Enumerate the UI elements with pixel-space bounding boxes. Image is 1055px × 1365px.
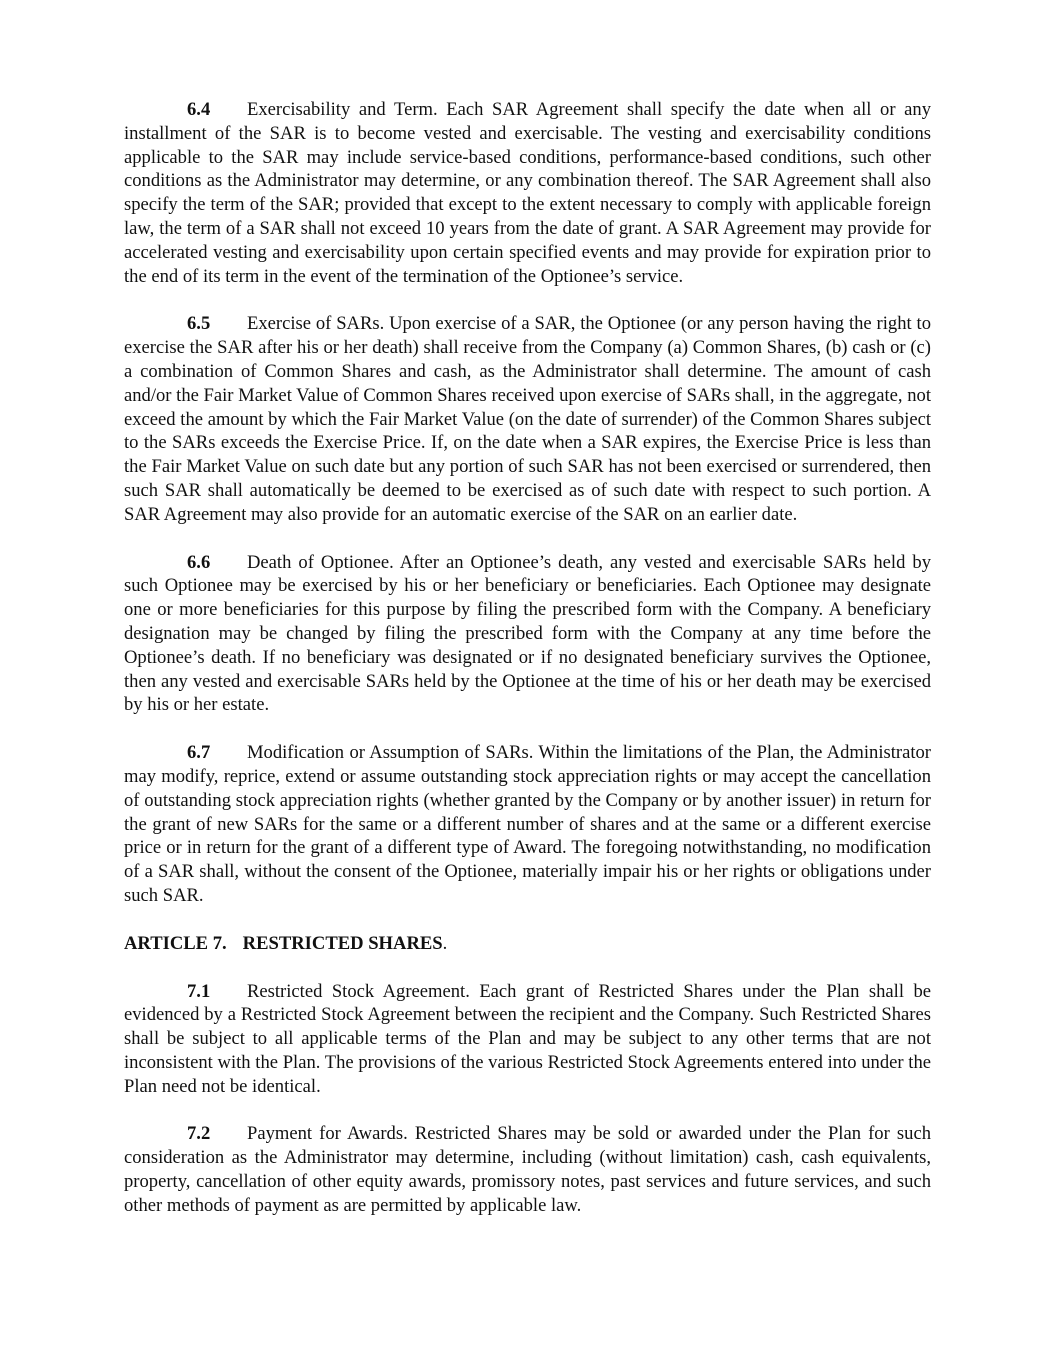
article-label: ARTICLE 7. xyxy=(124,932,227,954)
section-6-5 xyxy=(124,312,931,526)
article-title: RESTRICTED SHARES xyxy=(242,932,443,954)
article-punct: . xyxy=(442,932,448,954)
section-number: 6.4 xyxy=(187,99,211,120)
section-text: Exercise of SARs. Upon exercise of a SAR, the Optionee (or any person having the right to exercise the SAR after his or her death) shall receive from the Company (a) Common Shares, (b) cash or (c) a combination of Common Shares and cash, as the Administrator shall determine. The amount of cash and/or the Fair Market Value of Common Shares received upon exercise of SARs shall, in the aggregate, not exceed the amount by which the Fair Market Value (on the date of surrender) of the Common Shares subject to the SARs exceeds the Exercise Price. If, on the date when a SAR expires, the Exercise Price is less than the Fair Market Value on such date but any portion of such SAR has not been exercised or surrendered, then such SAR shall automatically be deemed to be exercised as of such date with respect to such portion. A SAR Agreement may also provide for an automatic exercise of the SAR on an earlier date. xyxy=(124,313,931,525)
section-6-7 xyxy=(124,741,931,908)
section-6-6 xyxy=(124,551,931,718)
section-text: Exercisability and Term. Each SAR Agreement shall specify the date when all or any installment of the SAR is to become vested and exercisable. The vesting and exercisability conditions applicable to the SAR may include service-based conditions, performance-based conditions, such other conditions as the Administrator may determine, or any combination thereof. The SAR Agreement shall also specify the term of the SAR; provided that except to the extent necessary to comply with applicable foreign law, the term of a SAR shall not exceed 10 years from the date of grant. A SAR Agreement may provide for accelerated vesting and exercisability upon certain specified events and may provide for expiration prior to the end of its term in the event of the termination of the Optionee’s service. xyxy=(124,99,931,287)
document-page xyxy=(124,98,931,1242)
section-text: Payment for Awards. Restricted Shares may be sold or awarded under the Plan for such consideration as the Administrator may determine, including (without limitation) cash, cash equivalents, property, cancellation of other equity awards, promissory notes, past services and future services, and such other methods of payment as are permitted by applicable law. xyxy=(124,1123,931,1216)
section-number: 6.5 xyxy=(187,313,211,335)
section-number: 7.1 xyxy=(187,980,211,1002)
section-text: Modification or Assumption of SARs. Within the limitations of the Plan, the Administrator may modify, reprice, extend or assume outstanding stock appreciation rights or may accept the cancellation of outstanding stock appreciation rights (whether granted by the Company or by another issuer) in return for the grant of new SARs for the same or a different number of shares and at the same or a different exercise price or in return for the grant of a different type of Award. The foregoing notwithstanding, no modification of a SAR shall, without the consent of the Optionee, materially impair his or her rights or obligations under such SAR. xyxy=(124,742,931,906)
section-7-2 xyxy=(124,1122,931,1217)
section-7-1 xyxy=(124,980,931,1099)
section-number: 6.6 xyxy=(187,551,211,573)
section-text: Death of Optionee. After an Optionee’s death, any vested and exercisable SARs held by such Optionee may be exercised by his or her beneficiary or beneficiaries. Each Optionee may designate one or more beneficiaries for this purpose by filing the prescribed form with the Company. A beneficiary designation may be changed by filing the prescribed form with the Company at any time before the Optionee’s death. If no beneficiary was designated or if no designated beneficiary survives the Optionee, then any vested and exercisable SARs held by the Optionee at the time of his or her death may be exercised by his or her estate. xyxy=(124,551,931,716)
section-text: Restricted Stock Agreement. Each grant of Restricted Shares under the Plan shall be evidenced by a Restricted Stock Agreement between the recipient and the Company. Such Restricted Shares shall be subject to all applicable terms of the Plan and may be subject to any other terms that are not inconsistent with the Plan. The provisions of the various Restricted Stock Agreements entered into under the Plan need not be identical. xyxy=(124,980,931,1097)
section-6-4 xyxy=(124,98,931,288)
section-number: 6.7 xyxy=(187,742,211,764)
article-7-heading xyxy=(124,932,931,956)
section-number: 7.2 xyxy=(187,1123,211,1145)
